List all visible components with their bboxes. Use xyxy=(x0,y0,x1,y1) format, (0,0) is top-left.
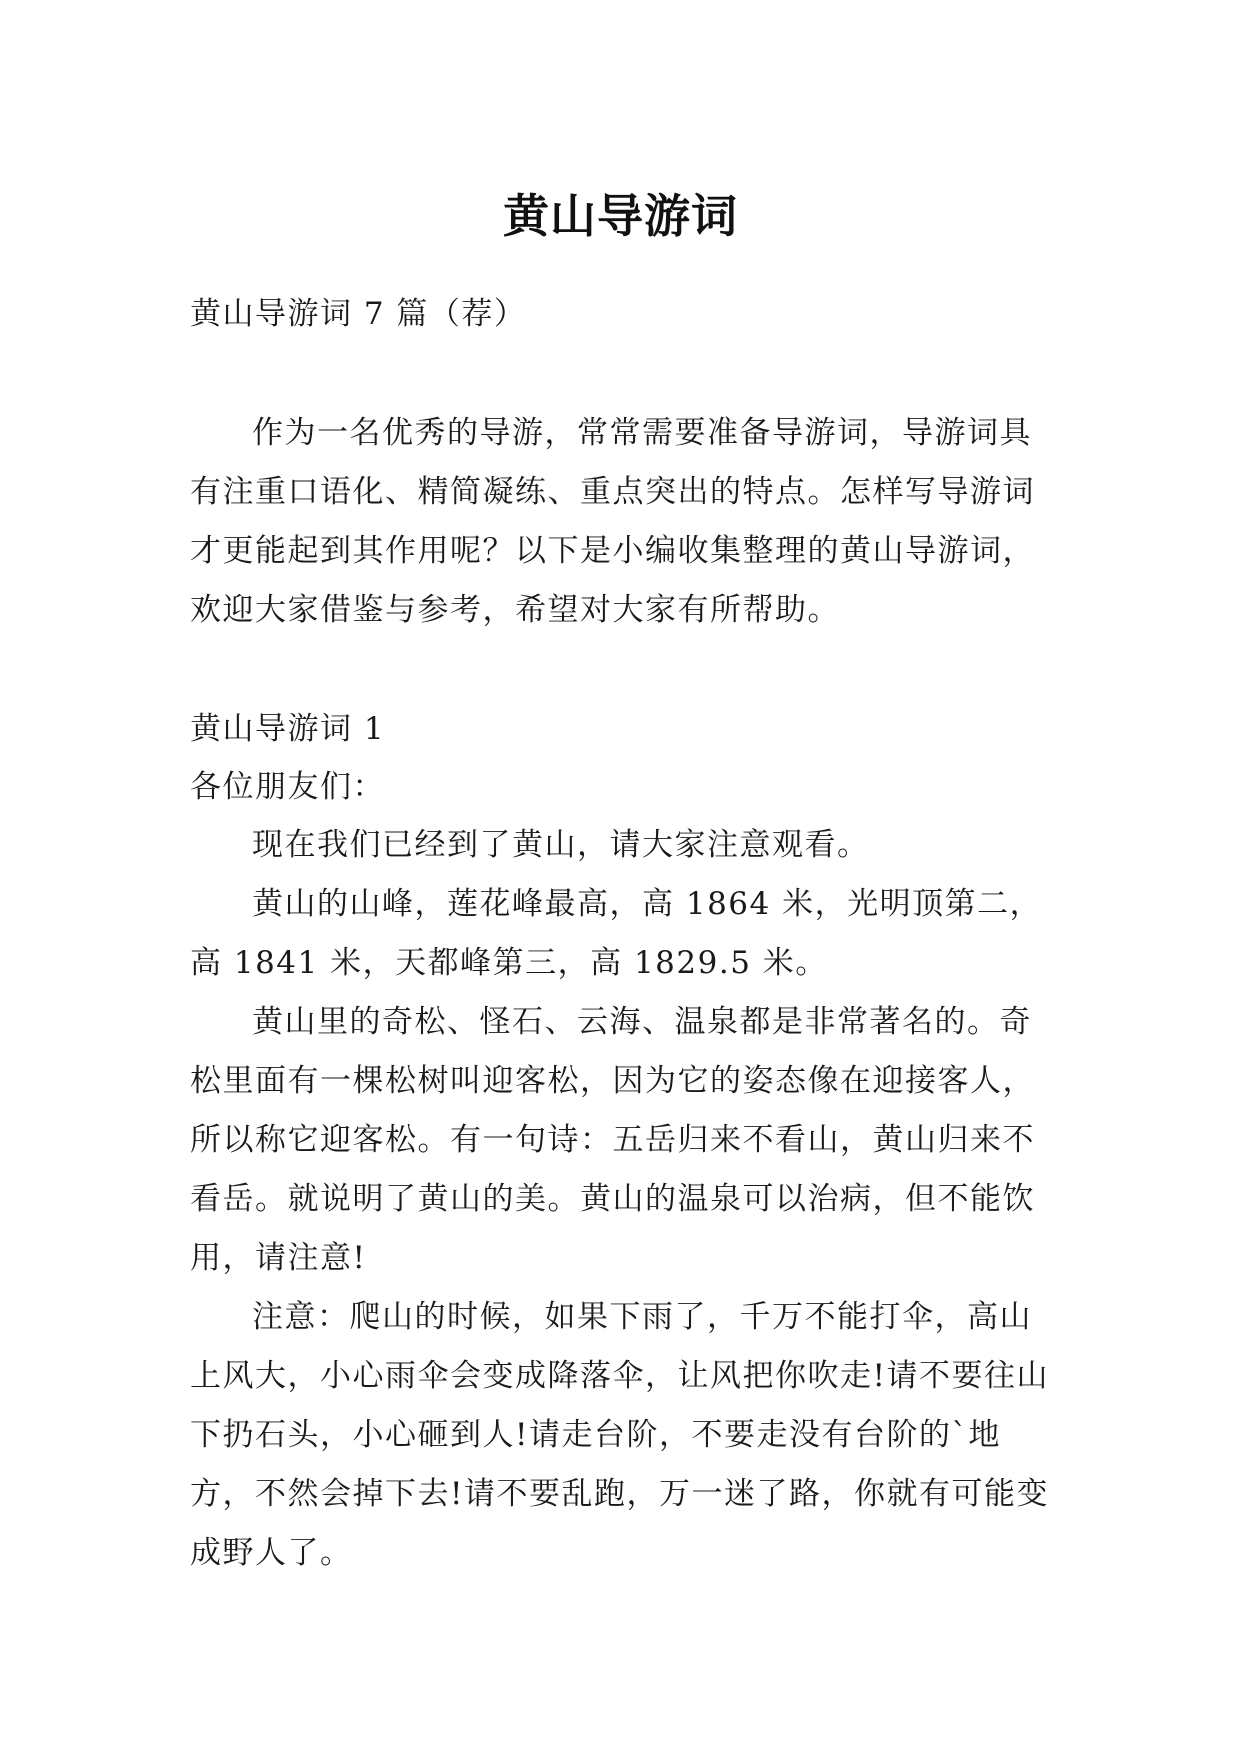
body-paragraph: 黄山里的奇松、怪石、云海、温泉都是非常著名的。奇松里面有一棵松树叫迎客松，因为它的姿态像在迎接客人，所以称它迎客松。有一句诗：五岳归来不看山，黄山归来不看岳。就说明了黄山的美。黄山的温泉可以治病，但不能饮用，请注意! xyxy=(190,1004,1035,1276)
body-paragraph: 注意：爬山的时候，如果下雨了，千万不能打伞，高山上风大，小心雨伞会变成降落伞，让风把你吹走!请不要往山下扔石头，小心砸到人!请走台阶，不要走没有台阶的`地方，不然会掉下去!请不要乱跑，万一迷了路，你就有可能变成野人了。 xyxy=(190,1299,1049,1571)
body-paragraph: 现在我们已经到了黄山，请大家注意观看。 xyxy=(252,827,870,863)
body-paragraph: 黄山的山峰，莲花峰最高，高 1864 米，光明顶第二，高 1841 米，天都峰第三，高 1829.5 米。 xyxy=(190,886,1043,981)
page-title: 黄山导游词 xyxy=(503,188,738,243)
salutation: 各位朋友们： xyxy=(190,769,385,805)
section-heading: 黄山导游词 1 xyxy=(190,711,386,747)
document-subtitle: 黄山导游词 7 篇（荐） xyxy=(190,296,527,332)
intro-paragraph: 作为一名优秀的导游，常常需要准备导游词，导游词具有注重口语化、精简凝练、重点突出的特点。怎样写导游词才更能起到其作用呢？以下是小编收集整理的黄山导游词，欢迎大家借鉴与参考，希望对大家有所帮助。 xyxy=(190,415,1035,628)
